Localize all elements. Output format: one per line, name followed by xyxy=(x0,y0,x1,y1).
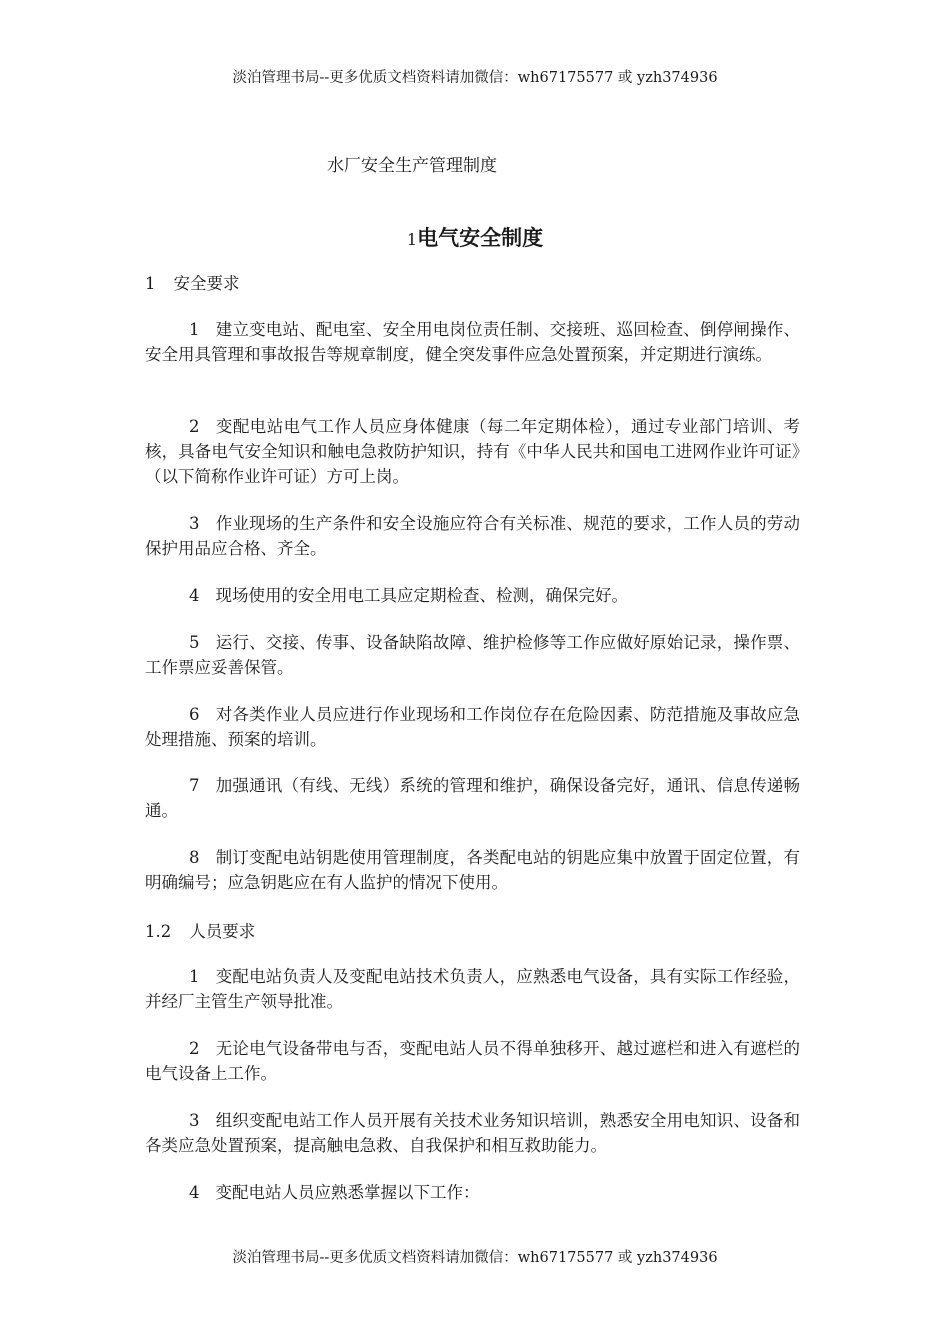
item-text: 组织变配电站工作人员开展有关技术业务知识培训，熟悉安全用电知识、设备和各类应急处置预案，提高触电急救、自我保护和相互救助能力。 xyxy=(145,1111,800,1155)
item-number: 4 xyxy=(189,1183,200,1202)
item-text: 制订变配电站钥匙使用管理制度，各类配电站的钥匙应集中放置于固定位置，有明确编号；应急钥匙应在有人监护的情况下使用。 xyxy=(145,848,800,892)
item-number: 1 xyxy=(189,967,200,986)
item-text: 变配电站人员应熟悉掌握以下工作： xyxy=(215,1183,480,1202)
item-number: 3 xyxy=(189,514,200,533)
item-text: 运行、交接、传事、设备缺陷故障、维护检修等工作应做好原始记录，操作票、工作票应妥善保管。 xyxy=(145,633,800,677)
list-item xyxy=(145,845,800,895)
list-item xyxy=(145,1036,800,1086)
item-number: 8 xyxy=(189,848,200,867)
item-text: 变配电站负责人及变配电站技术负责人，应熟悉电气设备，具有实际工作经验，并经厂主管生产领导批准。 xyxy=(145,967,800,1011)
list-item xyxy=(145,1108,800,1158)
item-text: 加强通讯（有线、无线）系统的管理和维护，确保设备完好，通讯、信息传递畅通。 xyxy=(145,776,800,820)
list-item xyxy=(145,1180,800,1205)
item-number: 7 xyxy=(189,776,200,795)
item-text: 建立变电站、配电室、安全用电岗位责任制、交接班、巡回检查、倒停闸操作、安全用具管理和事故报告等规章制度，健全突发事件应急处置预案，并定期进行演练。 xyxy=(145,320,800,364)
item-text: 现场使用的安全用电工具应定期检查、检测，确保完好。 xyxy=(215,586,628,605)
item-number: 6 xyxy=(189,705,200,724)
document-title: 水厂安全生产管理制度 xyxy=(327,156,497,176)
item-number: 3 xyxy=(189,1111,200,1130)
item-text: 作业现场的生产条件和安全设施应符合有关标准、规范的要求，工作人员的劳动保护用品应合格、齐全。 xyxy=(145,514,800,558)
item-text: 变配电站电气工作人员应身体健康（每二年定期体检），通过专业部门培训、考核，具备电气安全知识和触电急救防护知识，持有《中华人民共和国电工进网作业许可证》（以下简称作业许可证）方可上岗。 xyxy=(145,417,800,486)
list-item xyxy=(145,702,800,752)
item-number: 1 xyxy=(189,320,200,339)
chapter-title: 电气安全制度 xyxy=(417,226,544,250)
section-title: 人员要求 xyxy=(189,922,256,941)
item-number: 2 xyxy=(189,417,200,436)
chapter-number: 1 xyxy=(406,230,418,249)
section-number: 1.2 xyxy=(145,922,172,941)
list-item xyxy=(145,414,800,489)
section-number: 1 xyxy=(145,274,156,293)
list-item xyxy=(145,511,800,561)
item-text: 对各类作业人员应进行作业现场和工作岗位存在危险因素、防范措施及事故应急处理措施、预案的培训。 xyxy=(145,705,800,749)
list-item xyxy=(145,630,800,680)
list-item xyxy=(145,583,800,608)
page-footer: 淡泊管理书局--更多优质文档资料请加微信：wh67175577 或 yzh374936 xyxy=(232,1250,718,1266)
page-header: 淡泊管理书局--更多优质文档资料请加微信：wh67175577 或 yzh374936 xyxy=(232,70,718,86)
section-title: 安全要求 xyxy=(173,274,240,293)
list-item xyxy=(145,317,800,367)
item-number: 5 xyxy=(189,633,200,652)
list-item xyxy=(145,773,800,823)
item-number: 4 xyxy=(189,586,200,605)
item-text: 无论电气设备带电与否，变配电站人员不得单独移开、越过遮栏和进入有遮栏的电气设备上工作。 xyxy=(145,1039,800,1083)
section-heading xyxy=(145,918,255,942)
item-number: 2 xyxy=(189,1039,200,1058)
section-heading xyxy=(145,270,240,294)
list-item xyxy=(145,964,800,1014)
chapter-heading xyxy=(0,222,950,252)
